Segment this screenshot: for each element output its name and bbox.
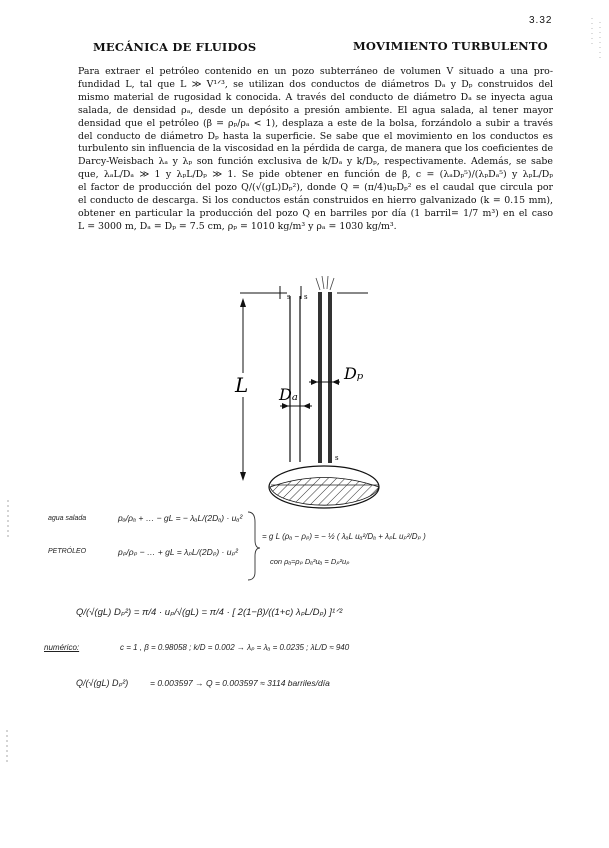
problem-line: turbulento sin influencia de la viscosidad en la pérdida de carga, de manera que los coeficientes de [78,143,553,155]
problem-line: salada, de densidad ρₐ, desde un depósito a presión ambiente. El agua salada, al tener mayor [78,104,553,116]
note-result-equation: Q/(√(gL) Dₚ²) = π/4 · uₚ/√(gL) = π/4 · [ 2(1−β)/((1+c) λₚL/Dₚ) ]¹ᐟ² [76,607,343,618]
da-label: Dₐ [279,385,298,404]
header-right: MOVIMIENTO TURBULENTO [353,39,548,53]
note-label-salt-water: agua salada [48,515,87,522]
note-final-rhs: = 0.003597 → Q = 0.003597 ≈ 3114 barriles/día [150,678,330,688]
dp-label: Dₚ [344,364,364,383]
page-number: 3.32 [529,15,553,26]
depth-label: L [235,373,249,397]
pipe-mark: s [335,454,339,462]
problem-line: que, λₐL/Dₐ ≫ 1 y λₚL/Dₚ ≫ 1. Se pide obtener en función de β, c = (λₐDₚ⁵)/(λₚDₐ⁵) y λₚL/Dₚ [78,169,553,181]
pipe-mark: s [304,293,308,301]
note-continuity: con ρₐ≈ρₚ Dₐ²uₐ = Dₚ²uₚ [270,557,350,566]
note-eq-oil: pₚ/ρₚ − … + gL = λₚL/(2Dₚ) · uₚ² [118,547,238,557]
problem-line: el conducto de descarga. Si los conductos están construidos en hierro galvanizado (k = 0.15 mm), [78,195,553,207]
header-left: MECÁNICA DE FLUIDOS [93,40,257,54]
problem-line: L = 3000 m, Dₐ = Dₚ = 7.5 cm, ρₚ = 1010 kg/m³ y ρₐ = 1030 kg/m³. [78,220,397,232]
note-numeric-label: numérico: [44,643,80,652]
problem-line: obtener en particular la producción del pozo Q en barriles por día (1 barril= 1/7 m³) en el caso [78,207,553,219]
problem-line: el factor de producción del pozo Q/(√(gL)Dₚ²), donde Q = (π/4)uₚDₚ² es el caudal que circula por [78,182,553,194]
note-label-oil: PETRÓLEO [48,548,87,555]
problem-line: fundidad L, tal que L ≫ V¹ᐟ³, se utilizan dos conductos de diámetros Dₐ y Dₚ construidos del [78,78,553,90]
problem-line: Darcy-Weisbach λₐ y λₚ son función exclusiva de k/Dₐ y k/Dₚ, respectivamente. Además, se sabe [78,156,553,168]
problem-line: del conducto de diámetro Dₚ hasta la superficie. Se sabe que el movimiento en los conductos es [78,130,553,142]
note-numeric-values: c = 1 , β = 0.98058 ; k/D = 0.002 → λₚ = λₐ = 0.0235 ; λL/D ≈ 940 [120,643,350,652]
note-rhs: = g L (ρₐ − ρₚ) = − ½ ( λₐL uₐ²/Dₐ + λₚL uₚ²/Dₚ ) [262,532,426,541]
problem-line: densidad que el petróleo (β = ρₚ/ρₐ < 1), desplaza a este de la bolsa, forzándolo a subir a través [78,117,553,129]
note-final-lhs: Q/(√(gL) Dₚ²) [76,678,129,688]
pipe-mark: s [287,293,291,301]
note-eq-salt-water: pₐ/ρₐ + … − gL = − λₐL/(2Dₐ) · uₐ² [118,513,243,523]
problem-line: Para extraer el petróleo contenido en un pozo subterráneo de volumen V situado a una pro- [78,66,553,77]
problem-line: mismo material de rugosidad k conocida. A través del conducto de diámetro Dₐ se inyecta agua [78,91,553,103]
